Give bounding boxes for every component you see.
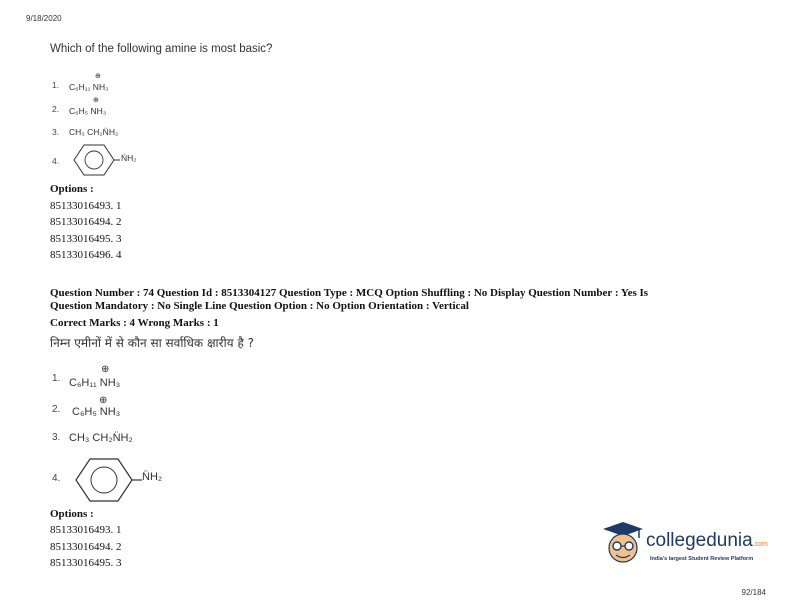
option-id: 85133016495. 3 (50, 233, 122, 245)
option-formula: C₆H₅ NH₃ (72, 406, 121, 418)
option-number: 4. (52, 156, 60, 166)
option-id: 85133016494. 2 (50, 541, 122, 553)
question-text-en: Which of the following amine is most basic? (50, 43, 273, 55)
charge-symbol: ⊕ (101, 364, 110, 375)
option-id: 85133016493. 1 (50, 524, 122, 536)
option-formula: C₆H₅ NH₃ (69, 106, 107, 116)
collegedunia-logo-icon (601, 520, 645, 566)
option-id: 85133016494. 2 (50, 216, 122, 228)
option-number: 4. (52, 473, 61, 484)
option-number: 1. (52, 373, 61, 384)
options-label: Options : (50, 508, 94, 520)
option-id: 85133016496. 4 (50, 249, 122, 261)
benzene-ring-icon (68, 457, 142, 503)
marks-line: Correct Marks : 4 Wrong Marks : 1 (50, 317, 219, 329)
options-label: Options : (50, 183, 94, 195)
question-text-hi: निम्न एमीनों में से कौन सा सर्वाधिक क्षारीय है ? (50, 336, 255, 350)
charge-symbol: ⊕ (93, 97, 99, 104)
question-meta-line2: Question Mandatory : No Single Line Question Option : No Option Orientation : Vertical (50, 300, 469, 312)
option-number: 3. (52, 127, 60, 137)
option-id: 85133016493. 1 (50, 200, 122, 212)
charge-symbol: ⊕ (95, 73, 101, 80)
brand-tagline: India's largest Student Review Platform (650, 556, 754, 562)
option-number: 2. (52, 404, 61, 415)
option-formula: CH₃ CH₂N̈H₂ (69, 432, 133, 444)
option-id: 85133016495. 3 (50, 557, 122, 569)
option-number: 3. (52, 432, 61, 443)
benzene-ring-icon (68, 143, 120, 177)
option-formula: C₆H₁₁ NH₃ (69, 82, 109, 92)
option-formula: CH₃ CH₂N̈H₂ (69, 127, 119, 137)
option-formula: N̈H₂ (121, 153, 137, 163)
option-formula: C₆H₁₁ NH₃ (69, 377, 121, 389)
brand-name: collegedunia.com (646, 530, 768, 551)
option-number: 2. (52, 104, 60, 114)
page-number: 92/184 (741, 588, 766, 597)
print-date: 9/18/2020 (26, 14, 62, 23)
option-formula: N̈H₂ (142, 471, 163, 483)
charge-symbol: ⊕ (99, 395, 108, 406)
option-number: 1. (52, 80, 60, 90)
question-meta-line1: Question Number : 74 Question Id : 8513304127 Question Type : MCQ Option Shuffling : No Display Question Number : Yes Is (50, 287, 649, 299)
